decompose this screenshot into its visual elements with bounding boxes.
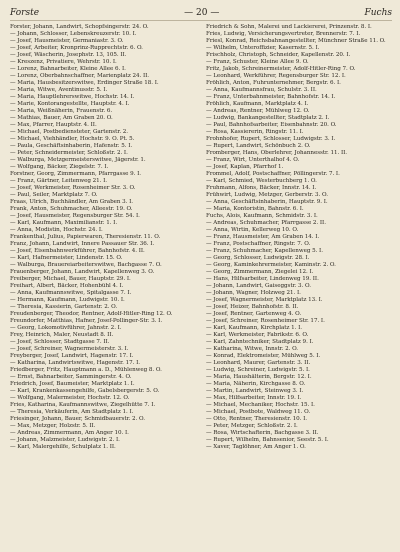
directory-entry: — Maria, Weißnäherin, Frauenstr. 6. [10,108,113,114]
directory-entry: — Andreas, Schuhmacher, Pfarrgasse 2. II. [206,220,326,226]
directory-entry: Friesl, Konrad, Reichsbahnangestellter, Münchner Straße 11. O. [206,38,386,44]
directory-entry: Frischholz, Christoph, Schneider, Kapellenstr. 20. I. [206,52,351,58]
directory-entry: Friesinger, Johann, Bauer, Schmidbauerstr. 2. O. [10,416,145,422]
directory-entry: — Georg, Kaminkehrermeister, Kaminstr. 2. O. [206,262,336,268]
directory-entry: Frank, Anton, Schuhmacher, Alleestr. 19. O. [10,206,133,212]
directory-entry: — Georg, Lokomotivführer, Jahnstr. 2. I. [10,325,122,331]
directory-entry: — Max, Hilfsarbeiter, Innstr. 19. I. [206,395,302,401]
directory-entry: — Hermann, Kaufmann, Ludwigstr. 10. I. [10,297,125,303]
directory-entry: — Ludwig, Schreiner, Ludwigstr. 5. I. [206,367,310,373]
directory-entry: — Hans, Hilfsarbeiter, Lindenweg 19. II. [206,276,319,282]
directory-entry: — Georg, Schlosser, Ludwigstr. 28. I. [206,255,310,261]
directory-entry: — Franz, Unterbahnmeister, Bahnhofstr. 14. I. [206,94,336,100]
directory-entry: — Josef, Hausmeister, Regensburger Str. 54. I. [10,213,140,219]
directory-entry: Fraas, Ulrich, Buchhändler, Am Graben 3. I. [10,199,134,205]
directory-entry: — Josef, Wagnermeister, Marktplatz 13. I. [206,297,323,303]
directory-entry: — Josef, Wäscherin, Josephstr. 13, 105. II. [10,52,127,58]
directory-entry: Fries, Ludwig, Versicherungsvertreter, Brennerstr. 7. I. [206,31,361,37]
directory-entry: — Wolfgang, Malermeister, Hochstr. 12. O. [10,395,130,401]
directory-entry: Freundorfer, Matthias, Hafner, Josef-Pollinger-Str. 3. I. [10,318,163,324]
left-column [10,24,196,548]
directory-entry: Freihart, Albert, Bäcker, Hohenbühl 4. I. [10,283,124,289]
directory-entry: — Josef, Schreiner, Rosenheimer Str. 17. I. [206,318,325,324]
directory-entry: — Josef, Schlosser, Stadtgasse 7. II. [10,339,110,345]
directory-entry: Fröhlich, Anton, Fuhrunternehmer, Bergstr. 6. I. [206,80,341,86]
directory-entry: — Karl, Werkmeister, Fabrikstr. 6. O. [206,332,309,338]
directory-entry: — Johann, Wagner, Holzweg 21. I. [206,290,301,296]
directory-entry: — Josef, Rentner, Gartenweg 4. O. [206,311,302,317]
right-column [206,24,392,548]
directory-entry: Friedrich & Sohn, Malerei und Lackiererei, Prinzenstr. 8. I. [206,24,372,30]
directory-entry: — Paul, Seiler, Marktplatz 7. O. [10,192,98,198]
directory-entry: Freudenberger, Theodor, Rentner, Adolf-Hitler-Ring 12. O. [10,311,173,317]
directory-entry: Fritz, Jakob, Schreinermeister, Adolf-Hitler-Ring 7. O. [206,66,356,72]
directory-entry: — Andreas, Zimmermann, Am Anger 10. I. [10,430,129,436]
directory-entry: Friedrich, Josef, Baumeister, Marktplatz 1. I. [10,381,135,387]
directory-entry: Frohnhofer, Rupert, Schlosser, Ludwigstr. 3. I. [206,136,336,142]
directory-entry: — Franz, Wirt, Unterthalhof 4. O. [206,157,300,163]
directory-entry: Fröhlich, Kaufmann, Marktplatz 4. I. [206,101,309,107]
directory-entry: — Franz, Schuster, Kleine Allee 9. O. [206,59,309,65]
directory-entry: — Mathias, Bauer, Am Graben 20. O. [10,115,113,121]
directory-entry: — Anna, Kaufmannswitwe, Spitalgasse 7. I. [10,290,132,296]
directory-entry: — Anna, Geschäftsinhaberin, Hauptstr. 9. I. [206,199,328,205]
directory-entry: — Andreas, Rentner, Mühlweg 12. O. [206,108,310,114]
directory-entry: — Leonhard, Maurer, Gartenstr. 3. II. [206,360,311,366]
directory-entry: — Leonhard, Werkführer, Regensburger Str. 12. I. [206,73,346,79]
directory-entry: Franz, Johann, Landwirt, Innere Passauer Str. 36. I. [10,241,155,247]
directory-entry: — Wilhelm, Unteroffizier, Kasernstr. 5. I. [206,45,320,51]
directory-entry: — Johann, Malzmeister, Ludwigstr. 2. I. [10,437,120,443]
directory-entry: — Karl, Kaufmann, Maximilianstr. 1. I. [10,220,118,226]
directory-entry: — Wolfgang, Bäcker, Ziegelstr. 7. I. [10,164,109,170]
directory-entry: — Karl, Krankenkassengehilfe, Gabelsbergerstr. 5. O. [10,388,160,394]
directory-entry: Friedberger, Fritz, Hauptmann a. D., Mühlenweg 8. O. [10,367,162,373]
directory-entry: — Max, Pfarrer, Hauptstr. 4. II. [10,122,97,128]
directory-entry: Freiberger, Michael, Bauer, Hauptstr. 29. I. [10,276,131,282]
directory-entry: — Lorenz, Bahnarbeiter, Kleine Allee 6. I. [10,66,126,72]
directory-entry: Frankenthal, Julius, Papierwaren, Theresienstr. 11. O. [10,234,161,240]
directory-entry: Frey, Heinrich, Maler, Neustadt 8. II. [10,332,114,338]
directory-entry: — Josef, Werkmeister, Rosenheimer Str. 3. O. [10,185,136,191]
directory-entry: — Anna, Kaufmannsfrau, Schulstr. 3. II. [206,87,317,93]
directory-entry: — Rosa, Kassiererin, Ringstr. 11. I. [206,129,304,135]
directory-entry: — Michael, Postbediensteter, Gartenstr. 2. [10,129,129,135]
directory-entry: — Franz, Postschaffner, Ringstr. 7. O. [206,241,311,247]
directory-entry: Freyberger, Josef, Landwirt, Hagenstr. 17. I. [10,353,134,359]
directory-entry: — Josef, Heizer, Bahnhofstr. 8. II. [206,304,299,310]
directory-entry: — Josef, Hausmeister, Germaniastr. 3. O. [10,38,124,44]
page-header [10,6,392,21]
directory-entry: — Karl, Malergehilfe, Schulplatz 1. II. [10,444,116,450]
directory-entry: — Rosa, Wirtschafterin, Bachgasse 3. II. [206,430,319,436]
directory-entry: — Paula, Geschäftsinhaberin, Hafenstr. 5. I. [10,143,133,149]
directory-entry: — Josef, Eisenbahnwerkführer, Bahnhofstr. 4. II. [10,248,145,254]
directory-entry: — Konrad, Elektromeister, Mühlweg 5. I. [206,353,321,359]
directory-entry: — Maria, Witwe, Aventinusstr. 5. I. [10,87,108,93]
directory-entry: — Theresia, Verkäuferin, Am Stadtplatz 1. I. [10,409,134,415]
directory-entry: — Lorenz, Oberbahnschaffner, Marienplatz 24. II. [10,73,150,79]
directory-entry: Fromberger, Hans, Oberlehrer, Johannesstr. 11. II. [206,150,348,156]
directory-entry: — Karl, Schmied, Westerbuchberg 1. O. [206,178,317,184]
directory-entry: — Michael, Mechaniker, Hochstr. 15. I. [206,402,315,408]
directory-entry: Fuchs, Alois, Kaufmann, Schmidstr. 3. I. [206,213,318,219]
directory-entry: — Katharina, Witwe, Innstr. 2. O. [206,346,299,352]
directory-entry: — Josef, Kaplan, Pfarrhof 1. [206,164,284,170]
directory-entry: — Anna, Modistin, Hochstr. 24. I. [10,227,103,233]
directory-entry: — Xaver, Taglöhner, Am Anger 1. O. [206,444,306,450]
directory-entry: — Anna, Wirtin, Kellerweg 10. O. [206,227,299,233]
directory-entry: — Max, Metzger, Holzstr. 5. II. [10,423,96,429]
directory-entry: — Theresia, Kassierin, Gartenstr. 2. O. [10,304,118,310]
directory-entry: Fruhmann, Alfons, Bäcker, Innstr. 14. I. [206,185,317,191]
page-number: — 20 — [184,8,220,18]
directory-entry: — Franz, Schuhmacher, Kapellenweg 5. I. [206,248,323,254]
directory-entry: — Paul, Bahnhofsarbeiter, Eisenbahnstr. 20. O. [206,122,337,128]
directory-entry: — Michael, Postbote, Waldweg 11. O. [206,409,311,415]
directory-entry: — Walburga, Brauereiarbeiterswitwe, Bachgasse 7. O. [10,262,162,268]
directory-entry: — Karl, Kaufmann, Kirchplatz 1. I. [206,325,302,331]
directory-entry: — Josef, Arbeiter, Kronprinz-Rupprechtstr. 6. O. [10,45,143,51]
directory-entry: — Marie, Kontorangestellte, Hauptstr. 4. I. [10,101,130,107]
directory-entry: — Maria, Näherin, Kirchgasse 8. O. [206,381,306,387]
directory-entry: Forstner, Georg, Zimmermann, Pfarrgasse 9. I. [10,171,142,177]
directory-entry: — Johann, Landwirt, Gaiseggstr. 3. O. [206,283,311,289]
directory-entry: — Maria, Hauptlehrerswitwe, Hochstr. 14. I. [10,94,135,100]
directory-entry: Fries, Katharina, Kaufmannswitwe, Ziegelhütte 7. I. [10,402,156,408]
directory-entry: — Maria, Haushälterin, Bergstr. 12. I. [206,374,312,380]
directory-entry: Frommel, Adolf, Postschaffner, Pöllingerstr. 7. I. [206,171,340,177]
directory-entry: — Josef, Schreiner, Wagnermeisterstr. 3. I. [10,346,129,352]
header-right-keyword: Fuchs [364,8,392,18]
directory-entry: — Peter, Schneidermeister, Schloßstr. 2. I. [10,150,128,156]
directory-entry: — Ernst, Bahnarbeiter, Sammingerstr. 4. O. [10,374,132,380]
directory-entry: — Kreszenz, Privatiere, Wehrstr. 10. I. [10,59,117,65]
directory-entry: Forster, Johann, Landwirt, Schopfsingerstr. 24. O. [10,24,149,30]
directory-entry: — Johann, Schlosser, Lebenskreuzerstr. 10. I. [10,31,137,37]
directory-entry: — Karl, Zahntechniker, Stadtplatz 9. I. [206,339,314,345]
directory-entry: — Rupert, Landwirt, Schönbuch 2. O. [206,143,311,149]
directory-entry: — Franz, Hausmeister, Am Graben 14. I. [206,234,320,240]
directory-entry: — Michael, Viehhändler, Hochstr. 9. O. Pt. 5. [10,136,135,142]
directory-entry: — Rupert, Wilhelm, Bahnsenior, Seestr. 5. I. [206,437,329,443]
directory-entry: — Franz, Gärtner, Leitenweg 21. I. [10,178,108,184]
directory-entry: — Maria, Kontoristin, Bahnstr. 6. I. [206,206,304,212]
directory-entry: — Katharina, Landwirtswitwe, Hagenstr. 17. I. [10,360,140,366]
directory-entry: — Peter, Metzger, Schloßstr. 2. I. [206,423,298,429]
directory-entry: — Maria, Hausbesitzerswitwe, Erdinger Straße 18. I. [10,80,159,86]
directory-entry: — Karl, Hafnermeister, Lindenstr. 15. O. [10,255,123,261]
directory-entry: — Walburga, Metzgermeisterswitwe, Jägerstr. 1. [10,157,146,163]
directory-entry: — Otto, Rentner, Theresienstr. 10. I. [206,416,308,422]
directory-entry: — Martin, Landwirt, Steinweg 3. I. [206,388,304,394]
columns [10,24,392,548]
directory-entry: Frühwirt, Ludwig, Metzger, Gerberstr. 3. O. [206,192,328,198]
header-left-keyword: Forste [10,8,40,18]
directory-entry: — Georg, Zimmermann, Ziegelei 12. I. [206,269,314,275]
directory-entry: — Ludwig, Bankangestellter, Stadtplatz 2. I. [206,115,330,121]
directory-entry: Frauenberger, Johann, Landwirt, Kapellenweg 3. O. [10,269,155,275]
